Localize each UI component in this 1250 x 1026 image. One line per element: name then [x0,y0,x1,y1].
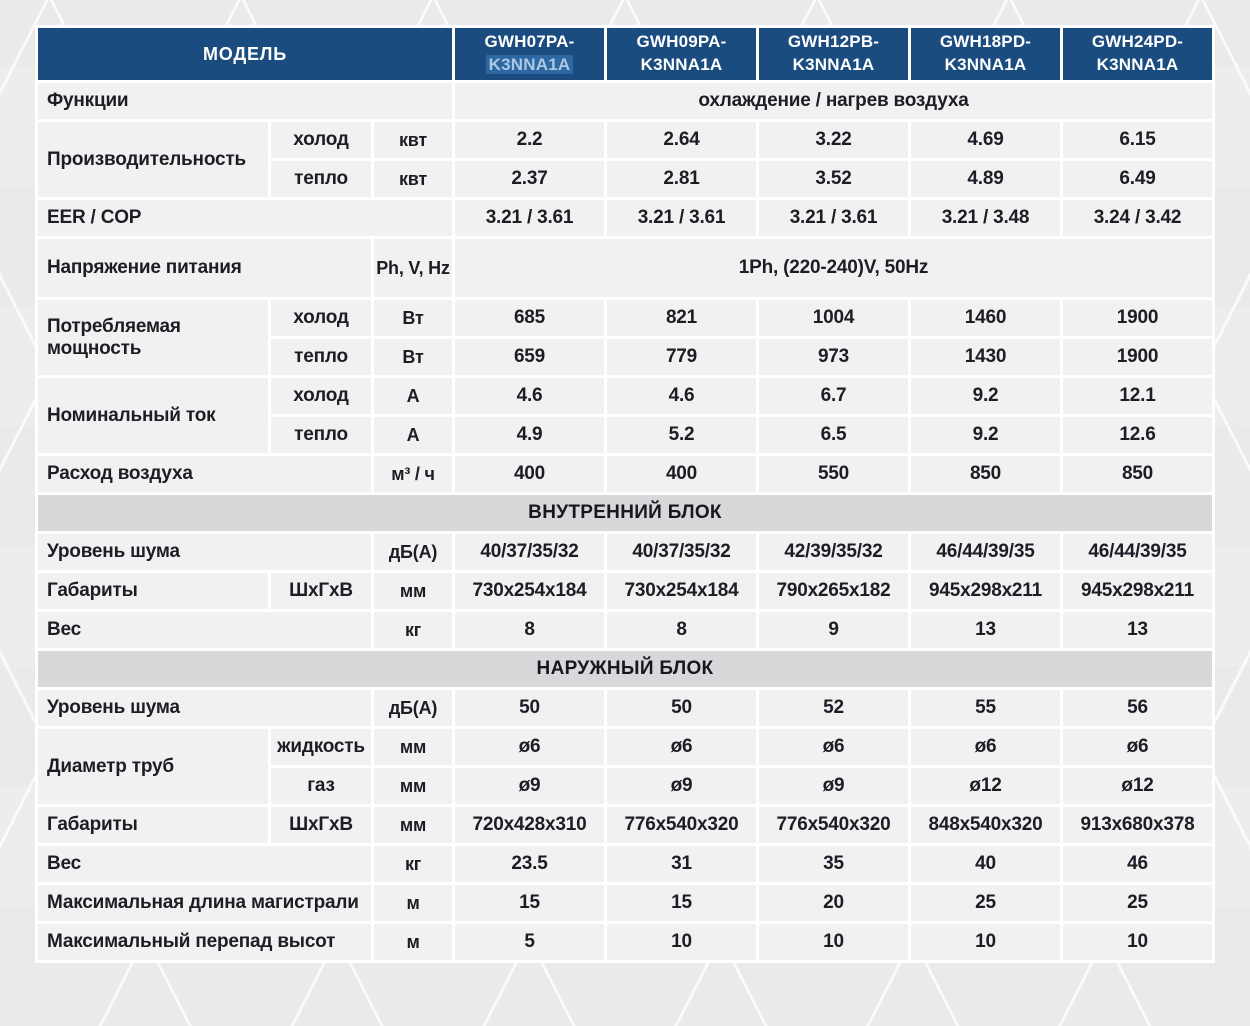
cell-value: 400 [607,456,756,492]
cell-value: 10 [759,924,908,960]
cell-value: 2.2 [455,122,604,158]
model-name-line2: K3NNA1A [944,55,1027,74]
row-unit: Вт [374,339,452,375]
table-row [38,239,1212,297]
row-unit: дБ(А) [374,690,452,726]
model-header [607,28,756,80]
cell-value: 5.2 [607,417,756,453]
cell-value: 3.24 / 3.42 [1063,200,1212,236]
row-unit: м [374,924,452,960]
table-row [38,534,1212,570]
cell-value: 13 [911,612,1060,648]
cell-value: 6.49 [1063,161,1212,197]
row-sub-label: холод [271,122,371,158]
cell-value: 1430 [911,339,1060,375]
cell-value: 25 [911,885,1060,921]
cell-value: ø6 [455,729,604,765]
cell-value: 13 [1063,612,1212,648]
model-name-line2: K3NNA1A [1096,55,1179,74]
model-name-line2 [456,54,603,77]
row-label: Диаметр труб [38,729,268,804]
model-name-line1: GWH07PA- [484,32,575,52]
cell-value: 821 [607,300,756,336]
cell-value: ø6 [759,729,908,765]
cell-value: 5 [455,924,604,960]
cell-value: 40 [911,846,1060,882]
cell-value: 40/37/35/32 [607,534,756,570]
cell-value: 685 [455,300,604,336]
cell-value: ø12 [911,768,1060,804]
cell-value: 3.21 / 3.61 [759,200,908,236]
cell-value: 3.21 / 3.61 [607,200,756,236]
cell-value: 776x540x320 [759,807,908,843]
cell-value: ø9 [455,768,604,804]
cell-value: 23.5 [455,846,604,882]
cell-value: 50 [455,690,604,726]
cell-value: 659 [455,339,604,375]
model-name-line1: GWH18PD- [939,32,1032,52]
model-column-title: МОДЕЛЬ [38,28,452,80]
row-sub-label: тепло [271,339,371,375]
row-unit: мм [374,768,452,804]
cell-value: 945x298x211 [911,573,1060,609]
section-row [38,495,1212,531]
table-row [38,378,1212,414]
row-label: Максимальная длина магистрали [38,885,371,921]
cell-value: 10 [1063,924,1212,960]
table-row [38,612,1212,648]
cell-value: 913x680x378 [1063,807,1212,843]
cell-value-span: охлаждение / нагрев воздуха [455,83,1212,119]
cell-value: 790x265x182 [759,573,908,609]
row-unit: Ph, V, Hz [374,239,452,297]
cell-value: 850 [1063,456,1212,492]
model-name-line1: GWH24PD- [1091,32,1184,52]
table-row [38,456,1212,492]
row-unit: мм [374,729,452,765]
cell-value: 46 [1063,846,1212,882]
cell-value: 1900 [1063,339,1212,375]
section-row [38,651,1212,687]
cell-value: 8 [607,612,756,648]
row-unit: А [374,378,452,414]
row-label: Уровень шума [38,534,371,570]
cell-value: 42/39/35/32 [759,534,908,570]
cell-value: 12.6 [1063,417,1212,453]
cell-value: 6.5 [759,417,908,453]
cell-value: 10 [911,924,1060,960]
cell-value: 6.15 [1063,122,1212,158]
spec-table-body [38,83,1212,960]
row-label: Функции [38,83,452,119]
model-header-row [38,28,1212,80]
cell-value: 550 [759,456,908,492]
cell-value: 10 [607,924,756,960]
cell-value: 730x254x184 [607,573,756,609]
row-unit: квт [374,122,452,158]
cell-value: 1460 [911,300,1060,336]
cell-value: 4.6 [455,378,604,414]
cell-value: 848x540x320 [911,807,1060,843]
row-sub-label: тепло [271,161,371,197]
table-row [38,200,1212,236]
table-row [38,846,1212,882]
model-header [759,28,908,80]
cell-value: 720x428x310 [455,807,604,843]
row-unit: А [374,417,452,453]
row-unit: м³ / ч [374,456,452,492]
row-unit: квт [374,161,452,197]
cell-value: 973 [759,339,908,375]
row-sub-label: тепло [271,417,371,453]
cell-value: 4.89 [911,161,1060,197]
row-unit: Вт [374,300,452,336]
cell-value: 4.6 [607,378,756,414]
cell-value: 3.21 / 3.48 [911,200,1060,236]
cell-value-span: 1Ph, (220-240)V, 50Hz [455,239,1212,297]
cell-value: 3.21 / 3.61 [455,200,604,236]
cell-value: 779 [607,339,756,375]
cell-value: 776x540x320 [607,807,756,843]
cell-value: 55 [911,690,1060,726]
cell-value: 52 [759,690,908,726]
row-label: Потребляемая мощность [38,300,268,375]
table-row [38,885,1212,921]
cell-value: 1004 [759,300,908,336]
row-unit: м [374,885,452,921]
cell-value: 15 [455,885,604,921]
cell-value: ø6 [1063,729,1212,765]
spec-table-header [38,28,1212,80]
row-label: Максимальный перепад высот [38,924,371,960]
model-name-line1: GWH12PB- [787,32,880,52]
cell-value: 4.9 [455,417,604,453]
cell-value: 25 [1063,885,1212,921]
cell-value: 1900 [1063,300,1212,336]
cell-value: 8 [455,612,604,648]
cell-value: ø6 [607,729,756,765]
cell-value: 3.52 [759,161,908,197]
cell-value: 46/44/39/35 [911,534,1060,570]
cell-value: 9 [759,612,908,648]
cell-value: 35 [759,846,908,882]
cell-value: 730x254x184 [455,573,604,609]
cell-value: 4.69 [911,122,1060,158]
cell-value: 945x298x211 [1063,573,1212,609]
cell-value: 20 [759,885,908,921]
table-row [38,300,1212,336]
cell-value: 850 [911,456,1060,492]
table-row [38,729,1212,765]
cell-value: 2.64 [607,122,756,158]
table-row [38,924,1212,960]
table-row [38,573,1212,609]
section-band: ВНУТРЕННИЙ БЛОК [38,495,1212,531]
model-header [911,28,1060,80]
row-unit: кг [374,612,452,648]
row-label: Номинальный ток [38,378,268,453]
row-label: Вес [38,846,371,882]
row-label: Габариты [38,573,268,609]
spec-table [35,25,1215,963]
row-unit: мм [374,807,452,843]
cell-value: 2.37 [455,161,604,197]
cell-value: 400 [455,456,604,492]
row-label: Вес [38,612,371,648]
model-name-line2: K3NNA1A [640,55,723,74]
table-row [38,83,1212,119]
row-label: EER / COP [38,200,452,236]
row-sub-label: холод [271,378,371,414]
row-label: Расход воздуха [38,456,371,492]
cell-value: 12.1 [1063,378,1212,414]
row-sub-label: жидкость [271,729,371,765]
model-code-selected: K3NNA1A [486,55,574,74]
row-label: Производительность [38,122,268,197]
row-unit: мм [374,573,452,609]
row-unit: кг [374,846,452,882]
row-label: Напряжение питания [38,239,371,297]
row-sub-label: холод [271,300,371,336]
cell-value: 6.7 [759,378,908,414]
cell-value: 46/44/39/35 [1063,534,1212,570]
cell-value: ø9 [607,768,756,804]
cell-value: 15 [607,885,756,921]
cell-value: ø6 [911,729,1060,765]
cell-value: 2.81 [607,161,756,197]
model-name-line1: GWH09PA- [636,32,727,52]
row-label: Габариты [38,807,268,843]
section-band: НАРУЖНЫЙ БЛОК [38,651,1212,687]
cell-value: 3.22 [759,122,908,158]
table-row [38,122,1212,158]
model-header [455,28,604,80]
cell-value: ø9 [759,768,908,804]
cell-value: 9.2 [911,417,1060,453]
cell-value: 56 [1063,690,1212,726]
cell-value: ø12 [1063,768,1212,804]
cell-value: 31 [607,846,756,882]
row-unit: дБ(А) [374,534,452,570]
model-name-line2: K3NNA1A [792,55,875,74]
row-sub-label: ШхГхВ [271,573,371,609]
model-header [1063,28,1212,80]
table-row [38,807,1212,843]
row-label: Уровень шума [38,690,371,726]
table-row [38,690,1212,726]
row-sub-label: газ [271,768,371,804]
row-sub-label: ШхГхВ [271,807,371,843]
cell-value: 40/37/35/32 [455,534,604,570]
cell-value: 50 [607,690,756,726]
cell-value: 9.2 [911,378,1060,414]
